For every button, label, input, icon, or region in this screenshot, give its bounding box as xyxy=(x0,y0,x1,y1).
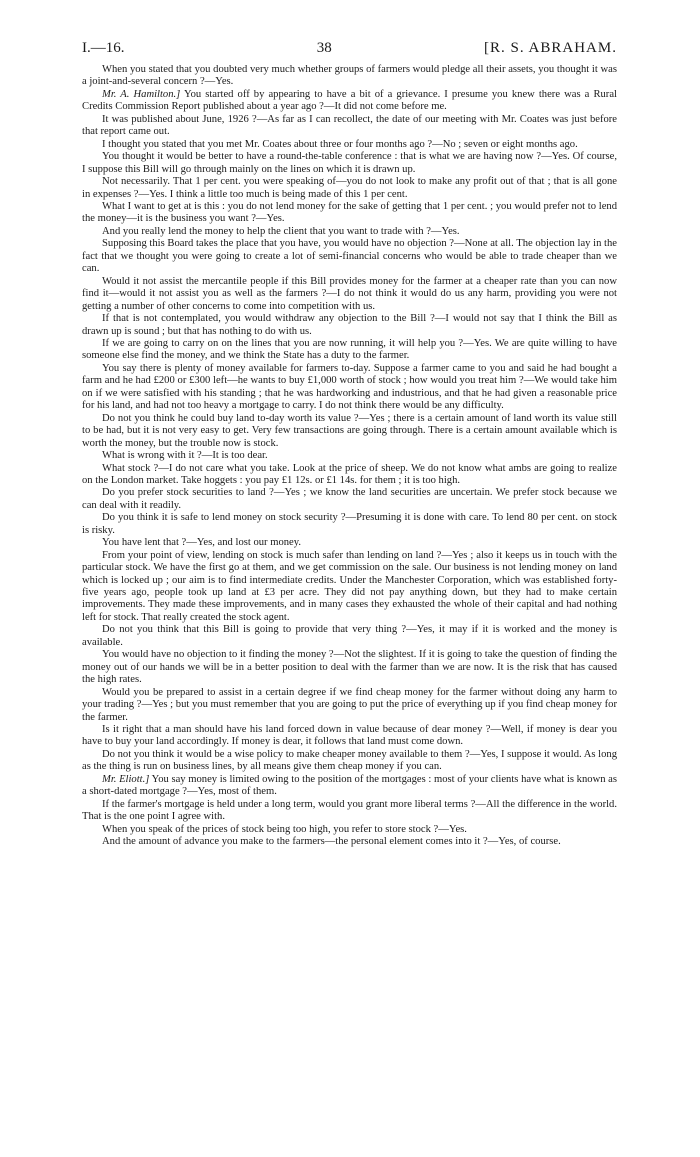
paragraph xyxy=(82,139,617,151)
paragraph-text: And you really lend the money to help the client that you want to trade with ?—Yes. xyxy=(102,225,460,237)
paragraph-text: Would it not assist the mercantile people if this Bill provides money for the farmer at a cheaper rate than you can now find it—would it not assist you as well as the farmers ?—I do not think it would do us any harm, providing you were not getting a number of other concerns to come into competition with us. xyxy=(82,275,617,312)
paragraph-text: I thought you stated that you met Mr. Coates about three or four months ago ?—No ; seven or eight months ago. xyxy=(102,138,578,150)
paragraph-text: Do not you think it would be a wise policy to make cheaper money available to them ?—Yes, I suppose it would. As long as the thing is run on business lines, by all means give them cheap money if you can. xyxy=(82,748,617,773)
paragraph-text: You started off by appearing to have a bit of a grievance. I presume you knew there was a Rural Credits Commission Report published about a year ago ?—It did not come before me. xyxy=(82,88,617,113)
paragraph-text: What stock ?—I do not care what you take. Look at the price of sheep. We do not know what ambs are going to realize on the London market. Take hoggets : you pay £1 12s. or £1 14s. for them ; it is too high. xyxy=(82,462,617,486)
paragraph xyxy=(82,450,617,462)
paragraph-text: And the amount of advance you make to the farmers—the personal element comes into it ?—Yes, of course. xyxy=(102,836,561,848)
paragraph-text: You say money is limited owing to the position of the mortgages : most of your clients have what is known as a short-dated mortgage ?—Yes, most of them. xyxy=(82,773,617,798)
paragraph-text: Not necessarily. That 1 per cent. you were speaking of—you do not look to make any profit out of that ; that is all gone in expenses ?—Yes. I think a little too much is being made of this 1 per cent. xyxy=(82,176,617,200)
paragraph-text: If we are going to carry on on the lines that you are now running, it will help you ?—Yes. We are quite willing to have someone else find the money, and we think the State has a duty to the farmer. xyxy=(82,337,617,362)
paragraph-text: Do not you think that this Bill is going to provide that very thing ?—Yes, it may if it is worked and the money is available. xyxy=(82,624,617,648)
paragraph xyxy=(82,201,617,226)
paragraph xyxy=(82,624,617,649)
speaker-label: Mr. A. Hamilton.] xyxy=(102,88,181,100)
paragraph xyxy=(82,238,617,275)
page-number: 38 xyxy=(316,40,332,56)
paragraph-text: Do you think it is safe to lend money on stock security ?—Presuming it is done with care. To lend 80 per cent. on stock is risky. xyxy=(82,512,617,536)
paper-reference: I.—16. xyxy=(82,40,125,56)
paragraph-text: If that is not contemplated, you would withdraw any objection to the Bill ?—I would not say that I think the Bill as drawn up is sound ; but that has nothing to do with us. xyxy=(82,313,617,337)
paragraph xyxy=(82,151,617,176)
page-header xyxy=(82,40,617,57)
paragraph-text: You would have no objection to it finding the money ?—Not the slightest. If it is going to take the question of finding the money out of our hands we will be in a better position to deal with the farmer than we are now. It is the risk that has caused the high rates. xyxy=(82,649,617,686)
paragraph xyxy=(82,89,617,114)
paragraph xyxy=(82,799,617,824)
paragraph-text: What is wrong with it ?—It is too dear. xyxy=(102,450,268,462)
paragraph xyxy=(82,687,617,724)
paragraph xyxy=(82,824,617,836)
speaker-label: Mr. Eliott.] xyxy=(102,773,150,785)
paragraph xyxy=(82,413,617,450)
paragraph-text: Do you prefer stock securities to land ?—Yes ; we know the land securities are uncertain. We prefer stock because we can deal with it readily. xyxy=(82,487,617,511)
paragraph xyxy=(82,537,617,549)
paragraph xyxy=(82,724,617,749)
paragraph-text: From your point of view, lending on stock is much safer than lending on land ?—Yes ; also it keeps us in touch with the particular stock. We have the first go at them, and we get commission on the sale. Our business is not lending money on land which is locked up ; our aim is to find intermediate credits. Under the Manchester Corporation, which was established forty-five years ago, people took up land at £3 per acre. They did not pay anything down, but they had to make certain improvements. They made these improvements, and in many cases they exhausted the whole of their capital and had nothing left for stock. That really created the stock agent. xyxy=(82,549,617,623)
paragraph xyxy=(82,774,617,799)
paragraph xyxy=(82,226,617,238)
paragraph xyxy=(82,836,617,848)
paragraph-text: When you speak of the prices of stock being too high, you refer to store stock ?—Yes. xyxy=(102,823,467,835)
paragraph xyxy=(82,64,617,89)
paragraph xyxy=(82,512,617,537)
paragraph xyxy=(82,649,617,686)
paragraph-text: Is it right that a man should have his land forced down in value because of dear money ?—Well, if money is dear you have to buy your land accordingly. If money is dear, it follows that land must come down. xyxy=(82,724,617,748)
paragraph xyxy=(82,176,617,201)
paragraph-text: What I want to get at is this : you do not lend money for the sake of getting that 1 per cent. ; you would prefer not to lend the money—it is the business you want ?—Yes. xyxy=(82,200,617,225)
paragraph xyxy=(82,463,617,488)
paragraph xyxy=(82,114,617,139)
paragraph-text: Do not you think he could buy land to-day worth its value ?—Yes ; there is a certain amount of land worth its value still to be had, but it is not very easy to get. Very few transactions are going through. There is a certain amount available which is worth the money, but the trouble now is stock. xyxy=(82,412,617,449)
paragraph xyxy=(82,487,617,512)
evidence-text xyxy=(82,64,617,849)
paragraph-text: You have lent that ?—Yes, and lost our money. xyxy=(102,537,302,549)
paragraph xyxy=(82,276,617,313)
paragraph-text: You say there is plenty of money available for farmers to-day. Suppose a farmer came to you and said he had bought a farm and he had £200 or £300 left—he wants to buy £1,000 worth of stock ; how would you treat him ?—We would take him on if we were satisfied with his standing ; that he was hardworking and industrious, and that he had given a reasonable price for his land, and had not too heavy a mortgage to carry. I do not think there would be any difficulty. xyxy=(82,362,617,412)
paragraph xyxy=(82,313,617,338)
paragraph-text: It was published about June, 1926 ?—As far as I can recollect, the date of our meeting with Mr. Coates was just before that report came out. xyxy=(82,113,617,138)
witness-name: [R. S. ABRAHAM. xyxy=(484,40,617,56)
paragraph-text: Supposing this Board takes the place that you have, you would have no objection ?—None at all. The objection lay in the fact that we thought you were going to create a lot of semi-financial concerns who would be able to trade cheaper than we can. xyxy=(82,238,617,275)
paragraph xyxy=(82,749,617,774)
paragraph xyxy=(82,363,617,413)
paragraph-text: If the farmer's mortgage is held under a long term, would you grant more liberal terms ?—All the difference in the world. That is the one point I agree with. xyxy=(82,798,617,823)
document-page xyxy=(82,40,617,849)
paragraph-text: Would you be prepared to assist in a certain degree if we find cheap money for the farmer without doing any harm to your trading ?—Yes ; but you must remember that you are going to put the price of everything up if you find cheap money for the farmer. xyxy=(82,686,617,723)
paragraph-text: When you stated that you doubted very much whether groups of farmers would pledge all their assets, you thought it was a joint-and-several concern ?—Yes. xyxy=(82,64,617,88)
paragraph xyxy=(82,550,617,625)
paragraph xyxy=(82,338,617,363)
paragraph-text: You thought it would be better to have a round-the-table conference : that is what we are having now ?—Yes. Of course, I suppose this Bill will go through mainly on the lines on which it is drawn up. xyxy=(82,151,617,175)
